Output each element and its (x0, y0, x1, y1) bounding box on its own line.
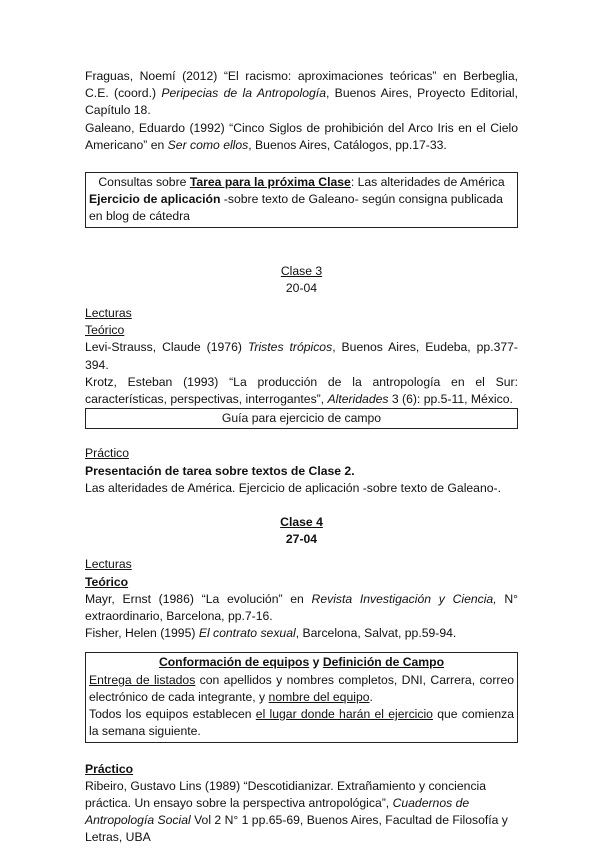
nombre-equipo-highlight: nombre del equipo (268, 689, 370, 704)
ref-text: Mayr, Ernst (1986) “La evolución” en (85, 591, 312, 606)
equipos-title-a: Conformación de equipos (158, 655, 310, 670)
clase4-practico: Práctico (85, 761, 134, 776)
ref-title: El contrato sexual (198, 626, 296, 641)
guia-box (85, 408, 518, 429)
box-text: . (369, 689, 373, 704)
clase3-date: 20-04 (285, 280, 318, 295)
entrega-line (89, 672, 514, 706)
ejercicio-label: Ejercicio de aplicación (89, 192, 221, 207)
equipos-title-c: Definición de Campo (322, 655, 445, 670)
equipos-title-b: y (309, 655, 323, 670)
ref-text: , Buenos Aires, Eudeba, pp.377-394. (85, 340, 518, 372)
ref-text: Krotz, Esteban (1993) “La producción de la antropología en el Sur: características, perspectivas, interrogantes”, (85, 374, 518, 407)
ref-text: , Barcelona, Salvat, pp.59-94. (295, 626, 457, 641)
ref-title: Cuadernos de Antropología Social (85, 795, 470, 828)
box-text: con apellidos y nombres completos, DNI, Carrera, correo electrónico de cada integrante, y (89, 672, 515, 704)
entrega-highlight: Entrega de listados (89, 672, 196, 687)
ref-title: Ser como ellos (167, 137, 249, 152)
ref-text: Fisher, Helen (1995) (85, 626, 199, 641)
clase4-teorico: Teórico (85, 574, 129, 589)
equipos-box (85, 652, 518, 742)
todos-line (89, 706, 514, 740)
reference-fraguas (85, 68, 518, 120)
ref-text: 3 (6): pp.5-11, México. (388, 392, 513, 407)
box-text: : Las alteridades de América (350, 175, 505, 190)
consultas-box (85, 172, 518, 228)
reference-krotz (85, 374, 518, 408)
ref-title: Peripecias de la Antropología (161, 86, 326, 101)
consultas-line (89, 174, 514, 191)
clase3-alteridades: Las alteridades de América. Ejercicio de aplicación -sobre texto de Galeano-. (85, 480, 501, 495)
ref-title: Revista Investigación y Ciencia, (311, 591, 497, 606)
equipos-title (89, 654, 514, 671)
box-text: Todos los equipos establecen (89, 707, 256, 722)
guia-text: Guía para ejercicio de campo (221, 411, 382, 426)
ejercicio-line (89, 191, 514, 225)
box-text: Consultas sobre (98, 175, 190, 190)
lugar-highlight: el lugar donde harán el ejercicio (255, 707, 433, 722)
tarea-highlight: Tarea para la próxima Clase (189, 175, 351, 190)
clase3-practico: Práctico (85, 446, 130, 461)
ref-text: Vol 2 N° 1 pp.65-69, Buenos Aires, Facultad de Filosofía y Letras, UBA (85, 813, 508, 845)
ref-text: , Buenos Aires, Proyecto Editorial, Capítulo 18. (85, 86, 518, 118)
ref-title: Alteridades (327, 392, 389, 407)
reference-fisher (85, 625, 518, 642)
clase3-title: Clase 3 (280, 263, 323, 278)
reference-mayr (85, 591, 518, 625)
clase4-title: Clase 4 (280, 515, 323, 530)
ref-text: Galeano, Eduardo (1992) “Cinco Siglos de prohibición del Arco Iris en el Cielo Americano” en (85, 120, 518, 152)
ref-text: N° extraordinario, Barcelona, pp.7-16. (85, 591, 519, 624)
box-text: que comienza la semana siguiente. (89, 707, 514, 739)
ref-text: Fraguas, Noemí (2012) “El racismo: aproximaciones teóricas” en Berbeglia, C.E. (coord.) (85, 69, 518, 101)
clase4-date: 27-04 (285, 532, 318, 547)
reference-galeano (85, 120, 518, 154)
ref-text: Ribeiro, Gustavo Lins (1989) “Descotidianizar. Extrañamiento y conciencia práctica. Un ensayo sobre la perspectiva antropológica”, (85, 778, 487, 810)
clase3-lecturas: Lecturas (85, 306, 132, 321)
box-text: -sobre texto de Galeano- según consigna publicada en blog de cátedra (89, 192, 503, 224)
ref-text: Levi-Strauss, Claude (1976) (85, 340, 248, 355)
reference-ribeiro (85, 778, 518, 847)
document-page (85, 68, 518, 847)
ref-text: , Buenos Aires, Catálogos, pp.17-33. (248, 137, 447, 152)
clase3-teorico: Teórico (85, 323, 125, 338)
reference-levi-strauss (85, 339, 518, 373)
ref-title: Tristes trópicos (247, 340, 333, 355)
clase3-presentacion: Presentación de tarea sobre textos de Clase 2. (85, 463, 355, 478)
clase4-lecturas: Lecturas (85, 557, 132, 572)
